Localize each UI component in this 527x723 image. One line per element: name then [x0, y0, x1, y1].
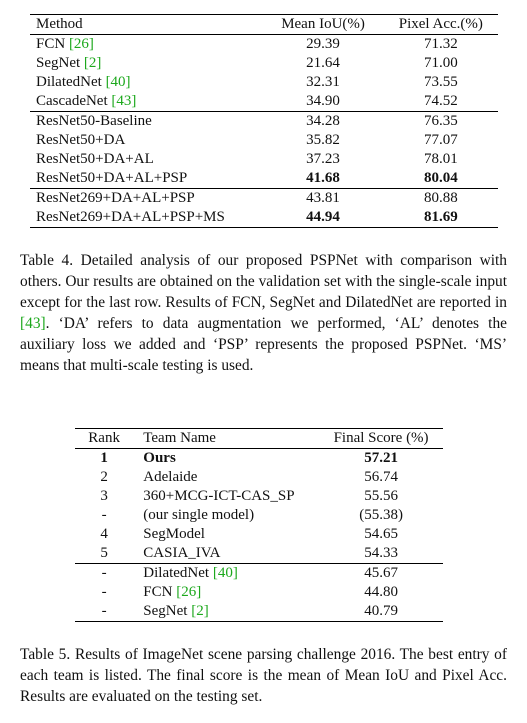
- rank-cell: -: [101, 507, 107, 523]
- pixel-acc-cell: 74.52: [423, 93, 458, 109]
- method-cell: [30, 35, 262, 55]
- method-cell: [30, 169, 262, 189]
- mean-iou-cell: 34.90: [306, 93, 340, 109]
- mean-iou-cell: 44.94: [262, 208, 383, 228]
- team-cell: [133, 564, 319, 584]
- method-cell: [30, 189, 262, 209]
- table-4-caption: [20, 250, 507, 376]
- rank-cell: -: [75, 564, 133, 584]
- method-cell: [30, 150, 262, 169]
- team-name: SegNet: [143, 603, 188, 619]
- table-row: [30, 73, 498, 92]
- method-cell: [30, 54, 262, 73]
- method-name: ResNet269+DA+AL+PSP: [36, 190, 195, 206]
- table-row: [75, 506, 443, 525]
- table-row: [75, 449, 443, 469]
- team-cell: [133, 544, 319, 564]
- table-row: [30, 169, 498, 189]
- team-cell: [133, 602, 319, 622]
- pixel-acc-cell: 77.07: [423, 132, 458, 148]
- rank-cell: -: [101, 584, 107, 600]
- table-row: [75, 583, 443, 602]
- citation-link[interactable]: [26]: [68, 36, 94, 52]
- table-row: [75, 602, 443, 622]
- header-mean-iou: Mean IoU(%): [262, 15, 383, 35]
- table-row: [30, 189, 498, 209]
- caption-4-text-b: . ‘DA’ refers to data augmentation we performed, ‘AL’ denotes the auxiliary loss we added and ‘PSP’ represents the proposed PSPNet. ‘MS’ means that multi-scale testing is used.: [20, 315, 507, 374]
- mean-iou-cell: 34.28: [262, 112, 383, 132]
- final-score-cell: 56.74: [364, 469, 398, 485]
- citation-link[interactable]: [43]: [111, 93, 137, 109]
- team-name: FCN: [143, 584, 173, 600]
- table-row: [75, 525, 443, 544]
- team-name: Ours: [143, 450, 176, 466]
- table-row: [30, 54, 498, 73]
- pixel-acc-cell: 80.04: [423, 170, 458, 186]
- final-score-cell: 55.56: [364, 488, 398, 504]
- pixel-acc-cell: 80.88: [384, 189, 498, 209]
- method-cell: [30, 112, 262, 132]
- mean-iou-cell: 43.81: [262, 189, 383, 209]
- team-cell: [133, 468, 319, 487]
- method-name: ResNet50+DA: [36, 132, 126, 148]
- citation-link[interactable]: [2]: [83, 55, 102, 71]
- table-row: [30, 35, 498, 55]
- table-5-caption: Table 5. Results of ImageNet scene parsing challenge 2016. The best entry of each team is listed. The final score is the mean of Mean IoU and Pixel Acc. Results are evaluated on the testing set.: [20, 646, 507, 705]
- team-cell: [133, 487, 319, 506]
- method-name: ResNet50-Baseline: [36, 113, 152, 129]
- mean-iou-cell: 32.31: [306, 74, 340, 90]
- team-cell: [133, 506, 319, 525]
- pixel-acc-cell: 76.35: [384, 112, 498, 132]
- table-row: [30, 208, 498, 228]
- table-4-header-row: [30, 15, 498, 35]
- team-name: DilatedNet: [143, 565, 210, 581]
- table-row: [30, 92, 498, 112]
- team-name: SegModel: [143, 526, 205, 542]
- team-cell: [133, 583, 319, 602]
- method-cell: [30, 92, 262, 112]
- mean-iou-cell: 37.23: [306, 151, 340, 167]
- table-row: [75, 487, 443, 506]
- method-name: DilatedNet: [36, 74, 102, 90]
- citation-link[interactable]: [26]: [176, 584, 202, 600]
- mean-iou-cell: 41.68: [306, 170, 340, 186]
- caption-4-citation[interactable]: [43]: [20, 315, 46, 332]
- table-5-body: [75, 449, 443, 622]
- pixel-acc-cell: 71.32: [423, 36, 458, 52]
- rank-cell: 5: [100, 545, 108, 561]
- header-final-score: Final Score (%): [319, 429, 443, 449]
- mean-iou-cell: 29.39: [306, 36, 340, 52]
- table-row: [75, 544, 443, 564]
- team-name: Adelaide: [143, 469, 198, 485]
- table-4: [30, 14, 498, 228]
- table-row: [75, 564, 443, 584]
- final-score-cell: 54.33: [364, 545, 398, 561]
- pixel-acc-cell: 71.00: [423, 55, 458, 71]
- final-score-cell: 45.67: [319, 564, 443, 584]
- table-5-header-row: [75, 429, 443, 449]
- table-row: [75, 468, 443, 487]
- final-score-cell: 40.79: [319, 602, 443, 622]
- team-cell: [133, 525, 319, 544]
- method-name: ResNet269+DA+AL+PSP+MS: [36, 209, 225, 225]
- method-cell: [30, 208, 262, 228]
- rank-cell: 1: [100, 450, 108, 466]
- method-name: CascadeNet: [36, 93, 108, 109]
- header-team-name: Team Name: [133, 429, 319, 449]
- team-cell: [133, 449, 319, 469]
- method-name: FCN: [36, 36, 66, 52]
- pixel-acc-cell: 78.01: [423, 151, 458, 167]
- rank-cell: -: [75, 602, 133, 622]
- mean-iou-cell: 21.64: [306, 55, 340, 71]
- team-name: (our single model): [143, 507, 255, 523]
- team-name: CASIA_IVA: [143, 545, 221, 561]
- mean-iou-cell: 35.82: [306, 132, 340, 148]
- pixel-acc-cell: 73.55: [423, 74, 458, 90]
- method-name: ResNet50+DA+AL: [36, 151, 154, 167]
- final-score-cell: 54.65: [364, 526, 398, 542]
- table-row: [30, 112, 498, 132]
- rank-cell: 2: [100, 469, 108, 485]
- table-4-body: [30, 35, 498, 228]
- header-method: Method: [30, 15, 262, 35]
- method-name: SegNet: [36, 55, 81, 71]
- header-pixel-acc: Pixel Acc.(%): [384, 15, 498, 35]
- method-cell: [30, 73, 262, 92]
- rank-cell: 4: [100, 526, 108, 542]
- rank-cell: 3: [100, 488, 108, 504]
- pixel-acc-cell: 81.69: [384, 208, 498, 228]
- table-row: [30, 131, 498, 150]
- method-name: ResNet50+DA+AL+PSP: [36, 170, 188, 186]
- table-5: [75, 428, 443, 622]
- header-rank: Rank: [75, 429, 133, 449]
- team-name: 360+MCG-ICT-CAS_SP: [143, 488, 295, 504]
- method-cell: [30, 131, 262, 150]
- citation-link[interactable]: [40]: [105, 74, 131, 90]
- caption-4-text-a: Table 4. Detailed analysis of our proposed PSPNet with comparison with others. Our results are obtained on the validation set with the single-scale input except for the last row. Results of FCN, SegNet and DilatedNet are reported in: [20, 252, 507, 311]
- final-score-cell: 44.80: [364, 584, 398, 600]
- table-row: [30, 150, 498, 169]
- final-score-cell: (55.38): [359, 507, 403, 523]
- citation-link[interactable]: [40]: [212, 565, 238, 581]
- citation-link[interactable]: [2]: [191, 603, 209, 619]
- final-score-cell: 57.21: [364, 450, 398, 466]
